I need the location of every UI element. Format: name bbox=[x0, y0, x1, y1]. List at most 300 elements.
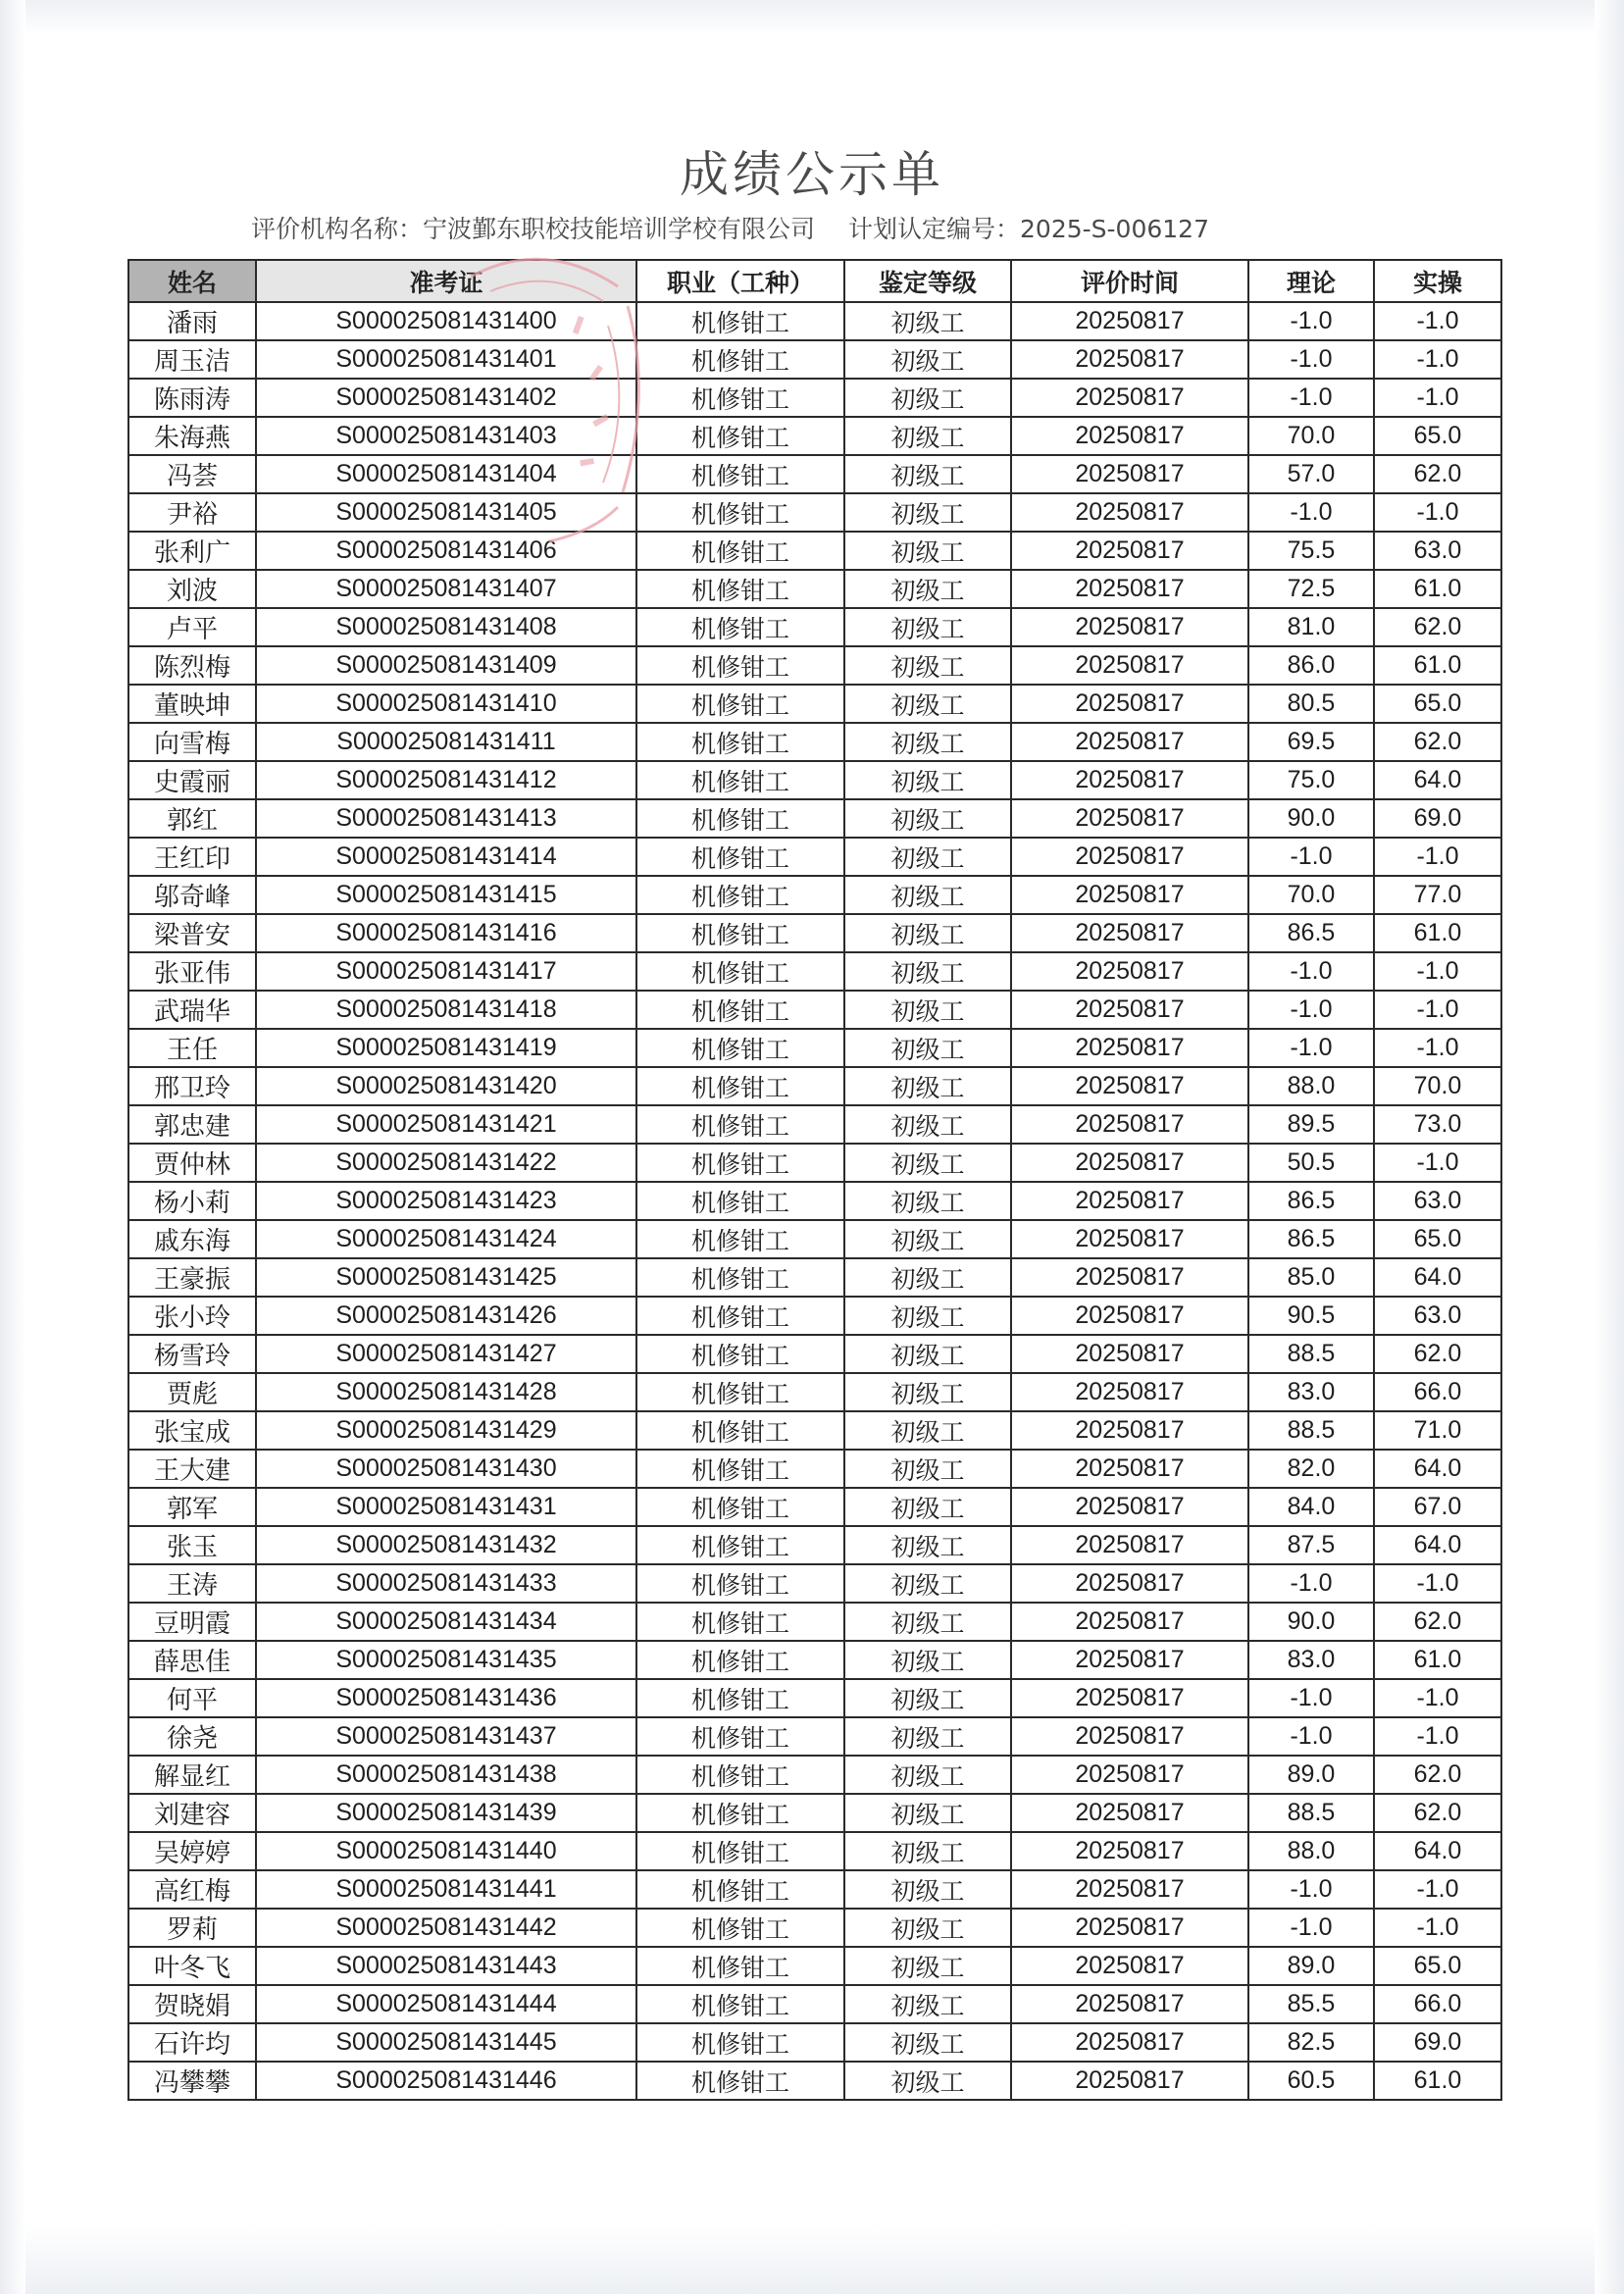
cell-ticket: S000025081431438 bbox=[256, 1756, 636, 1794]
cell-ticket: S000025081431416 bbox=[256, 914, 636, 952]
cell-theory: 85.5 bbox=[1248, 1985, 1374, 2023]
cell-date: 20250817 bbox=[1011, 1870, 1248, 1909]
cell-ticket: S000025081431443 bbox=[256, 1947, 636, 1985]
cell-name: 王红印 bbox=[128, 838, 256, 876]
cell-theory: -1.0 bbox=[1248, 1909, 1374, 1947]
cell-date: 20250817 bbox=[1011, 991, 1248, 1029]
table-row bbox=[128, 2062, 1501, 2100]
cell-name: 薛思佳 bbox=[128, 1641, 256, 1679]
cell-level: 初级工 bbox=[844, 608, 1011, 646]
cell-theory: 86.5 bbox=[1248, 1182, 1374, 1220]
cell-occupation: 机修钳工 bbox=[636, 1220, 844, 1258]
cell-theory: 57.0 bbox=[1248, 455, 1374, 493]
cell-level: 初级工 bbox=[844, 1641, 1011, 1679]
table-row bbox=[128, 761, 1501, 799]
cell-date: 20250817 bbox=[1011, 493, 1248, 532]
cell-date: 20250817 bbox=[1011, 417, 1248, 455]
cell-practice: -1.0 bbox=[1374, 991, 1501, 1029]
cell-date: 20250817 bbox=[1011, 1641, 1248, 1679]
cell-occupation: 机修钳工 bbox=[636, 838, 844, 876]
cell-occupation: 机修钳工 bbox=[636, 1832, 844, 1870]
cell-occupation: 机修钳工 bbox=[636, 379, 844, 417]
cell-ticket: S000025081431413 bbox=[256, 799, 636, 838]
cell-practice: -1.0 bbox=[1374, 1870, 1501, 1909]
table-row bbox=[128, 1947, 1501, 1985]
cell-ticket: S000025081431441 bbox=[256, 1870, 636, 1909]
cell-occupation: 机修钳工 bbox=[636, 1029, 844, 1067]
cell-level: 初级工 bbox=[844, 417, 1011, 455]
cell-name: 郭忠建 bbox=[128, 1105, 256, 1144]
cell-level: 初级工 bbox=[844, 876, 1011, 914]
cell-practice: -1.0 bbox=[1374, 1717, 1501, 1756]
cell-date: 20250817 bbox=[1011, 532, 1248, 570]
cell-level: 初级工 bbox=[844, 493, 1011, 532]
table-row bbox=[128, 1717, 1501, 1756]
table-row bbox=[128, 1870, 1501, 1909]
table-row bbox=[128, 991, 1501, 1029]
cell-ticket: S000025081431433 bbox=[256, 1564, 636, 1603]
cell-practice: 64.0 bbox=[1374, 1450, 1501, 1488]
cell-date: 20250817 bbox=[1011, 1947, 1248, 1985]
scan-edge-right bbox=[1595, 0, 1624, 2294]
header-practice: 实操 bbox=[1374, 260, 1501, 302]
cell-practice: 66.0 bbox=[1374, 1373, 1501, 1411]
cell-date: 20250817 bbox=[1011, 340, 1248, 379]
cell-occupation: 机修钳工 bbox=[636, 1105, 844, 1144]
cell-level: 初级工 bbox=[844, 1564, 1011, 1603]
cell-level: 初级工 bbox=[844, 1411, 1011, 1450]
cell-occupation: 机修钳工 bbox=[636, 1641, 844, 1679]
cell-name: 张利广 bbox=[128, 532, 256, 570]
cell-date: 20250817 bbox=[1011, 455, 1248, 493]
cell-ticket: S000025081431429 bbox=[256, 1411, 636, 1450]
cell-ticket: S000025081431418 bbox=[256, 991, 636, 1029]
table-row bbox=[128, 952, 1501, 991]
cell-theory: -1.0 bbox=[1248, 991, 1374, 1029]
cell-occupation: 机修钳工 bbox=[636, 685, 844, 723]
cell-theory: 69.5 bbox=[1248, 723, 1374, 761]
table-row bbox=[128, 799, 1501, 838]
cell-ticket: S000025081431430 bbox=[256, 1450, 636, 1488]
table-row bbox=[128, 1373, 1501, 1411]
table-row bbox=[128, 379, 1501, 417]
cell-date: 20250817 bbox=[1011, 1029, 1248, 1067]
cell-practice: 61.0 bbox=[1374, 914, 1501, 952]
cell-occupation: 机修钳工 bbox=[636, 761, 844, 799]
cell-ticket: S000025081431401 bbox=[256, 340, 636, 379]
cell-name: 贾仲林 bbox=[128, 1144, 256, 1182]
table-row bbox=[128, 1182, 1501, 1220]
cell-ticket: S000025081431419 bbox=[256, 1029, 636, 1067]
cell-date: 20250817 bbox=[1011, 1909, 1248, 1947]
cell-theory: -1.0 bbox=[1248, 1717, 1374, 1756]
cell-theory: 85.0 bbox=[1248, 1258, 1374, 1297]
page-title: 成绩公示单 bbox=[680, 146, 944, 203]
cell-ticket: S000025081431427 bbox=[256, 1335, 636, 1373]
cell-theory: 75.0 bbox=[1248, 761, 1374, 799]
cell-ticket: S000025081431411 bbox=[256, 723, 636, 761]
cell-ticket: S000025081431436 bbox=[256, 1679, 636, 1717]
cell-name: 石许均 bbox=[128, 2023, 256, 2062]
cell-date: 20250817 bbox=[1011, 1832, 1248, 1870]
cell-theory: 90.0 bbox=[1248, 799, 1374, 838]
cell-ticket: S000025081431426 bbox=[256, 1297, 636, 1335]
cell-date: 20250817 bbox=[1011, 1526, 1248, 1564]
cell-ticket: S000025081431437 bbox=[256, 1717, 636, 1756]
cell-level: 初级工 bbox=[844, 1105, 1011, 1144]
table-row bbox=[128, 646, 1501, 685]
cell-occupation: 机修钳工 bbox=[636, 1909, 844, 1947]
cell-occupation: 机修钳工 bbox=[636, 1144, 844, 1182]
cell-level: 初级工 bbox=[844, 455, 1011, 493]
cell-name: 郭红 bbox=[128, 799, 256, 838]
cell-level: 初级工 bbox=[844, 799, 1011, 838]
table-row bbox=[128, 1335, 1501, 1373]
cell-date: 20250817 bbox=[1011, 1067, 1248, 1105]
cell-practice: -1.0 bbox=[1374, 493, 1501, 532]
cell-level: 初级工 bbox=[844, 570, 1011, 608]
cell-level: 初级工 bbox=[844, 1144, 1011, 1182]
cell-practice: 63.0 bbox=[1374, 1182, 1501, 1220]
cell-date: 20250817 bbox=[1011, 1297, 1248, 1335]
cell-level: 初级工 bbox=[844, 2062, 1011, 2100]
cell-name: 尹裕 bbox=[128, 493, 256, 532]
table-row bbox=[128, 1258, 1501, 1297]
table-row bbox=[128, 838, 1501, 876]
header-theory: 理论 bbox=[1248, 260, 1374, 302]
cell-level: 初级工 bbox=[844, 1909, 1011, 1947]
cell-level: 初级工 bbox=[844, 1182, 1011, 1220]
cell-practice: 65.0 bbox=[1374, 417, 1501, 455]
table-row bbox=[128, 876, 1501, 914]
cell-theory: -1.0 bbox=[1248, 1870, 1374, 1909]
cell-ticket: S000025081431435 bbox=[256, 1641, 636, 1679]
cell-theory: 86.0 bbox=[1248, 646, 1374, 685]
cell-ticket: S000025081431442 bbox=[256, 1909, 636, 1947]
cell-practice: 73.0 bbox=[1374, 1105, 1501, 1144]
table-row bbox=[128, 1297, 1501, 1335]
cell-practice: -1.0 bbox=[1374, 1029, 1501, 1067]
cell-occupation: 机修钳工 bbox=[636, 532, 844, 570]
cell-theory: 70.0 bbox=[1248, 876, 1374, 914]
cell-name: 王豪振 bbox=[128, 1258, 256, 1297]
plan-label: 计划认定编号：2025-S-006127 bbox=[848, 215, 1209, 243]
cell-occupation: 机修钳工 bbox=[636, 1985, 844, 2023]
header-name: 姓名 bbox=[128, 260, 256, 302]
cell-occupation: 机修钳工 bbox=[636, 455, 844, 493]
cell-theory: 88.5 bbox=[1248, 1335, 1374, 1373]
cell-theory: 83.0 bbox=[1248, 1373, 1374, 1411]
cell-level: 初级工 bbox=[844, 838, 1011, 876]
cell-practice: 62.0 bbox=[1374, 455, 1501, 493]
table-row bbox=[128, 1985, 1501, 2023]
cell-name: 武瑞华 bbox=[128, 991, 256, 1029]
cell-practice: 62.0 bbox=[1374, 608, 1501, 646]
cell-theory: -1.0 bbox=[1248, 1564, 1374, 1603]
cell-level: 初级工 bbox=[844, 1373, 1011, 1411]
table-row bbox=[128, 340, 1501, 379]
cell-theory: 60.5 bbox=[1248, 2062, 1374, 2100]
cell-date: 20250817 bbox=[1011, 1105, 1248, 1144]
cell-practice: 65.0 bbox=[1374, 685, 1501, 723]
cell-ticket: S000025081431415 bbox=[256, 876, 636, 914]
table-row bbox=[128, 1144, 1501, 1182]
cell-ticket: S000025081431420 bbox=[256, 1067, 636, 1105]
cell-name: 向雪梅 bbox=[128, 723, 256, 761]
cell-name: 卢平 bbox=[128, 608, 256, 646]
cell-name: 徐尧 bbox=[128, 1717, 256, 1756]
table-row bbox=[128, 685, 1501, 723]
cell-theory: -1.0 bbox=[1248, 1029, 1374, 1067]
cell-ticket: S000025081431432 bbox=[256, 1526, 636, 1564]
cell-theory: -1.0 bbox=[1248, 340, 1374, 379]
table-body bbox=[128, 302, 1501, 2100]
table-row bbox=[128, 1029, 1501, 1067]
cell-ticket: S000025081431428 bbox=[256, 1373, 636, 1411]
cell-date: 20250817 bbox=[1011, 1603, 1248, 1641]
cell-name: 张亚伟 bbox=[128, 952, 256, 991]
table-row bbox=[128, 1488, 1501, 1526]
cell-level: 初级工 bbox=[844, 991, 1011, 1029]
cell-practice: -1.0 bbox=[1374, 1144, 1501, 1182]
cell-practice: -1.0 bbox=[1374, 952, 1501, 991]
cell-level: 初级工 bbox=[844, 340, 1011, 379]
cell-name: 贾彪 bbox=[128, 1373, 256, 1411]
cell-occupation: 机修钳工 bbox=[636, 1756, 844, 1794]
cell-date: 20250817 bbox=[1011, 914, 1248, 952]
cell-name: 朱海燕 bbox=[128, 417, 256, 455]
cell-occupation: 机修钳工 bbox=[636, 914, 844, 952]
cell-practice: 61.0 bbox=[1374, 2062, 1501, 2100]
cell-practice: 61.0 bbox=[1374, 646, 1501, 685]
cell-name: 贺晓娟 bbox=[128, 1985, 256, 2023]
cell-practice: 64.0 bbox=[1374, 761, 1501, 799]
cell-occupation: 机修钳工 bbox=[636, 1564, 844, 1603]
cell-date: 20250817 bbox=[1011, 570, 1248, 608]
cell-occupation: 机修钳工 bbox=[636, 723, 844, 761]
cell-theory: 84.0 bbox=[1248, 1488, 1374, 1526]
scan-edge-left bbox=[0, 0, 25, 2294]
table-row bbox=[128, 1450, 1501, 1488]
cell-ticket: S000025081431402 bbox=[256, 379, 636, 417]
cell-date: 20250817 bbox=[1011, 1717, 1248, 1756]
cell-theory: 88.5 bbox=[1248, 1411, 1374, 1450]
table-row bbox=[128, 723, 1501, 761]
cell-occupation: 机修钳工 bbox=[636, 2062, 844, 2100]
cell-practice: 61.0 bbox=[1374, 1641, 1501, 1679]
cell-date: 20250817 bbox=[1011, 876, 1248, 914]
cell-date: 20250817 bbox=[1011, 685, 1248, 723]
cell-occupation: 机修钳工 bbox=[636, 2023, 844, 2062]
cell-occupation: 机修钳工 bbox=[636, 1335, 844, 1373]
cell-level: 初级工 bbox=[844, 1220, 1011, 1258]
cell-ticket: S000025081431405 bbox=[256, 493, 636, 532]
cell-theory: 86.5 bbox=[1248, 914, 1374, 952]
cell-date: 20250817 bbox=[1011, 1564, 1248, 1603]
cell-practice: -1.0 bbox=[1374, 1909, 1501, 1947]
cell-occupation: 机修钳工 bbox=[636, 1450, 844, 1488]
cell-theory: 88.0 bbox=[1248, 1832, 1374, 1870]
table-row bbox=[128, 1832, 1501, 1870]
cell-practice: 63.0 bbox=[1374, 532, 1501, 570]
cell-practice: 62.0 bbox=[1374, 723, 1501, 761]
cell-occupation: 机修钳工 bbox=[636, 952, 844, 991]
cell-date: 20250817 bbox=[1011, 1756, 1248, 1794]
cell-level: 初级工 bbox=[844, 685, 1011, 723]
cell-occupation: 机修钳工 bbox=[636, 1258, 844, 1297]
cell-date: 20250817 bbox=[1011, 646, 1248, 685]
cell-date: 20250817 bbox=[1011, 379, 1248, 417]
cell-practice: 62.0 bbox=[1374, 1794, 1501, 1832]
cell-level: 初级工 bbox=[844, 1870, 1011, 1909]
cell-level: 初级工 bbox=[844, 2023, 1011, 2062]
cell-name: 高红梅 bbox=[128, 1870, 256, 1909]
cell-ticket: S000025081431444 bbox=[256, 1985, 636, 2023]
cell-level: 初级工 bbox=[844, 914, 1011, 952]
cell-ticket: S000025081431412 bbox=[256, 761, 636, 799]
cell-theory: 50.5 bbox=[1248, 1144, 1374, 1182]
table-row bbox=[128, 1909, 1501, 1947]
cell-date: 20250817 bbox=[1011, 1220, 1248, 1258]
cell-date: 20250817 bbox=[1011, 608, 1248, 646]
cell-name: 冯攀攀 bbox=[128, 2062, 256, 2100]
cell-level: 初级工 bbox=[844, 1679, 1011, 1717]
cell-level: 初级工 bbox=[844, 646, 1011, 685]
cell-practice: -1.0 bbox=[1374, 379, 1501, 417]
table-row bbox=[128, 493, 1501, 532]
cell-name: 冯荟 bbox=[128, 455, 256, 493]
cell-level: 初级工 bbox=[844, 1832, 1011, 1870]
cell-practice: 62.0 bbox=[1374, 1335, 1501, 1373]
table-row bbox=[128, 2023, 1501, 2062]
cell-name: 张小玲 bbox=[128, 1297, 256, 1335]
cell-date: 20250817 bbox=[1011, 952, 1248, 991]
cell-occupation: 机修钳工 bbox=[636, 1947, 844, 1985]
cell-level: 初级工 bbox=[844, 1985, 1011, 2023]
header-occupation: 职业（工种） bbox=[636, 260, 844, 302]
cell-practice: 67.0 bbox=[1374, 1488, 1501, 1526]
cell-theory: 89.0 bbox=[1248, 1947, 1374, 1985]
cell-occupation: 机修钳工 bbox=[636, 570, 844, 608]
cell-practice: 64.0 bbox=[1374, 1258, 1501, 1297]
cell-theory: -1.0 bbox=[1248, 379, 1374, 417]
cell-occupation: 机修钳工 bbox=[636, 1526, 844, 1564]
cell-practice: 63.0 bbox=[1374, 1297, 1501, 1335]
cell-ticket: S000025081431425 bbox=[256, 1258, 636, 1297]
cell-theory: 89.0 bbox=[1248, 1756, 1374, 1794]
cell-name: 王任 bbox=[128, 1029, 256, 1067]
cell-theory: -1.0 bbox=[1248, 838, 1374, 876]
cell-occupation: 机修钳工 bbox=[636, 1794, 844, 1832]
cell-name: 罗莉 bbox=[128, 1909, 256, 1947]
cell-practice: 61.0 bbox=[1374, 570, 1501, 608]
cell-name: 梁普安 bbox=[128, 914, 256, 952]
cell-occupation: 机修钳工 bbox=[636, 1679, 844, 1717]
cell-occupation: 机修钳工 bbox=[636, 991, 844, 1029]
cell-level: 初级工 bbox=[844, 532, 1011, 570]
cell-name: 王大建 bbox=[128, 1450, 256, 1488]
cell-ticket: S000025081431406 bbox=[256, 532, 636, 570]
cell-theory: -1.0 bbox=[1248, 1679, 1374, 1717]
cell-theory: 75.5 bbox=[1248, 532, 1374, 570]
cell-practice: 69.0 bbox=[1374, 799, 1501, 838]
cell-occupation: 机修钳工 bbox=[636, 1870, 844, 1909]
table-row bbox=[128, 302, 1501, 340]
cell-date: 20250817 bbox=[1011, 723, 1248, 761]
cell-name: 董映坤 bbox=[128, 685, 256, 723]
cell-occupation: 机修钳工 bbox=[636, 1488, 844, 1526]
cell-ticket: S000025081431409 bbox=[256, 646, 636, 685]
cell-level: 初级工 bbox=[844, 761, 1011, 799]
table-row bbox=[128, 1105, 1501, 1144]
cell-occupation: 机修钳工 bbox=[636, 302, 844, 340]
cell-occupation: 机修钳工 bbox=[636, 340, 844, 379]
cell-theory: 90.5 bbox=[1248, 1297, 1374, 1335]
table-row bbox=[128, 417, 1501, 455]
cell-practice: 65.0 bbox=[1374, 1947, 1501, 1985]
cell-ticket: S000025081431445 bbox=[256, 2023, 636, 2062]
cell-occupation: 机修钳工 bbox=[636, 1297, 844, 1335]
cell-practice: 62.0 bbox=[1374, 1603, 1501, 1641]
cell-ticket: S000025081431417 bbox=[256, 952, 636, 991]
score-table bbox=[127, 259, 1502, 2101]
cell-occupation: 机修钳工 bbox=[636, 417, 844, 455]
cell-occupation: 机修钳工 bbox=[636, 1182, 844, 1220]
table-row bbox=[128, 1756, 1501, 1794]
header-ticket: 准考证 bbox=[256, 260, 636, 302]
table-row bbox=[128, 455, 1501, 493]
cell-theory: 80.5 bbox=[1248, 685, 1374, 723]
cell-ticket: S000025081431424 bbox=[256, 1220, 636, 1258]
cell-theory: 81.0 bbox=[1248, 608, 1374, 646]
cell-ticket: S000025081431408 bbox=[256, 608, 636, 646]
cell-practice: -1.0 bbox=[1374, 302, 1501, 340]
cell-ticket: S000025081431434 bbox=[256, 1603, 636, 1641]
cell-ticket: S000025081431404 bbox=[256, 455, 636, 493]
scan-edge-bottom bbox=[0, 2225, 1624, 2294]
table-row bbox=[128, 532, 1501, 570]
cell-occupation: 机修钳工 bbox=[636, 1411, 844, 1450]
cell-name: 邢卫玲 bbox=[128, 1067, 256, 1105]
table-row bbox=[128, 570, 1501, 608]
table-row bbox=[128, 1411, 1501, 1450]
cell-level: 初级工 bbox=[844, 1603, 1011, 1641]
cell-name: 豆明霞 bbox=[128, 1603, 256, 1641]
cell-practice: 64.0 bbox=[1374, 1832, 1501, 1870]
cell-occupation: 机修钳工 bbox=[636, 799, 844, 838]
cell-name: 周玉洁 bbox=[128, 340, 256, 379]
cell-date: 20250817 bbox=[1011, 838, 1248, 876]
cell-theory: 88.0 bbox=[1248, 1067, 1374, 1105]
cell-ticket: S000025081431410 bbox=[256, 685, 636, 723]
cell-practice: -1.0 bbox=[1374, 1564, 1501, 1603]
cell-ticket: S000025081431421 bbox=[256, 1105, 636, 1144]
cell-practice: -1.0 bbox=[1374, 1679, 1501, 1717]
cell-name: 潘雨 bbox=[128, 302, 256, 340]
cell-level: 初级工 bbox=[844, 1488, 1011, 1526]
cell-level: 初级工 bbox=[844, 1756, 1011, 1794]
cell-ticket: S000025081431440 bbox=[256, 1832, 636, 1870]
cell-theory: -1.0 bbox=[1248, 952, 1374, 991]
cell-name: 王涛 bbox=[128, 1564, 256, 1603]
cell-ticket: S000025081431439 bbox=[256, 1794, 636, 1832]
header-row bbox=[128, 260, 1501, 302]
cell-name: 史霞丽 bbox=[128, 761, 256, 799]
cell-occupation: 机修钳工 bbox=[636, 493, 844, 532]
cell-level: 初级工 bbox=[844, 1450, 1011, 1488]
cell-date: 20250817 bbox=[1011, 761, 1248, 799]
cell-theory: 83.0 bbox=[1248, 1641, 1374, 1679]
